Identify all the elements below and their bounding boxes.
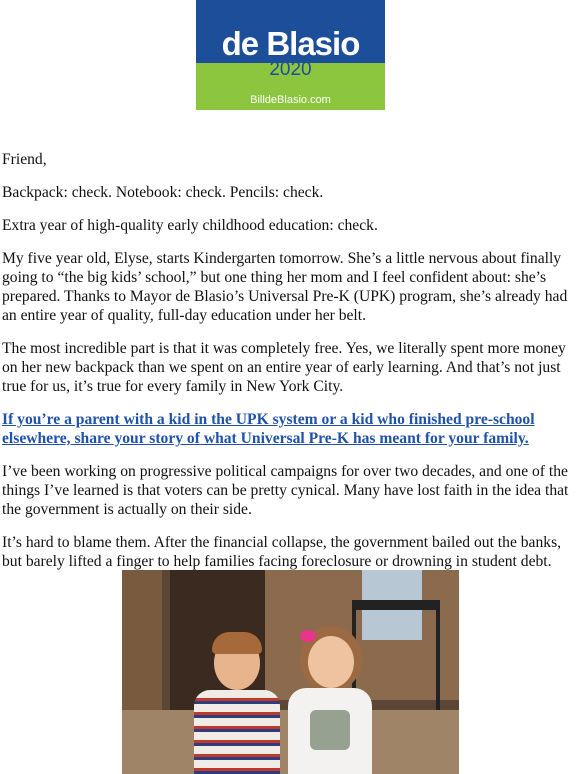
- kids-photo: [122, 570, 459, 774]
- campaign-logo[interactable]: [196, 0, 385, 110]
- paragraph-elyse: My five year old, Elyse, starts Kindergarten tomorrow. She’s a little nervous about finally going to “the big kids’ school,” but one thing her mom and I feel confident about: she’s prepared. Thanks to Mayor de Blasio’s Universal Pre-K (UPK) program, she’s already had an entire year of quality, full-day education under her belt.: [2, 250, 568, 324]
- paragraph-supplies: Backpack: check. Notebook: check. Pencils: check.: [2, 184, 324, 201]
- logo-year: 2020: [269, 59, 312, 80]
- greeting: Friend,: [2, 151, 47, 168]
- email-body: [2, 150, 576, 585]
- logo-name: de Blasio: [221, 25, 360, 62]
- logo-url: BilldeBlasio.com: [250, 94, 331, 106]
- paragraph-cynical: I’ve been working on progressive political campaigns for over two decades, and one of the things I’ve learned is that voters can be pretty cynical. Many have lost faith in the idea that the government is actually on their side.: [2, 463, 569, 518]
- paragraph-blame: It’s hard to blame them. After the financial collapse, the government bailed out the banks, but barely lifted a finger to help families facing foreclosure or drowning in student debt.: [2, 534, 562, 570]
- paragraph-extra-year: Extra year of high-quality early childhood education: check.: [2, 217, 378, 234]
- paragraph-free: The most incredible part is that it was completely free. Yes, we literally spent more money on her new backpack than we spent on an entire year of early learning. And that’s not just true for us, it’s true for every family in New York City.: [2, 340, 566, 395]
- logo-top-band: [196, 0, 385, 63]
- share-story-link[interactable]: If you’re a parent with a kid in the UPK system or a kid who finished pre-school elsewhere, share your story of what Universal Pre-K has meant for your family.: [2, 411, 535, 447]
